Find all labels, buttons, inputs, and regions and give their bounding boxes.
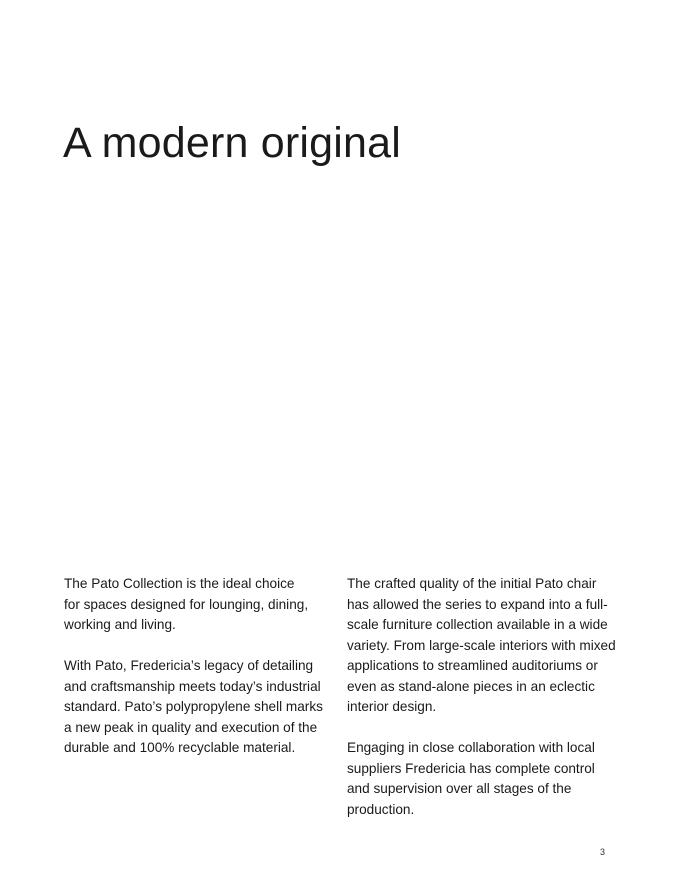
text-line: interior design.	[347, 699, 437, 714]
text-line: and supervision over all stages of the	[347, 781, 572, 796]
right-paragraph-2	[347, 738, 622, 820]
text-line: applications to streamlined auditoriums or	[347, 658, 598, 673]
right-paragraph-1	[347, 574, 622, 718]
text-line: scale furniture collection available in a wide	[347, 617, 608, 632]
text-line: suppliers Fredericia has complete control	[347, 760, 595, 776]
text-line: standard. Pato’s polypropylene shell marks	[64, 699, 323, 714]
text-line: a new peak in quality and execution of the	[64, 719, 318, 735]
text-line: has allowed the series to expand into a full-	[347, 596, 608, 612]
text-line: Engaging in close collaboration with local	[347, 740, 595, 755]
text-line: The crafted quality of the initial Pato chair	[347, 576, 597, 591]
text-line: The Pato Collection is the ideal choice	[64, 576, 295, 591]
text-line: durable and 100% recyclable material.	[64, 740, 296, 755]
text-line: variety. From large-scale interiors with mixed	[347, 637, 616, 653]
left-paragraph-2	[64, 656, 329, 759]
page-title: A modern original	[63, 119, 402, 167]
text-line: With Pato, Fredericia’s legacy of detailing	[64, 658, 314, 673]
left-text-column	[64, 574, 329, 759]
page-number: 3	[600, 847, 606, 857]
text-line: even as stand-alone pieces in an eclectic	[347, 678, 595, 694]
text-line: production.	[347, 801, 415, 817]
right-text-column	[347, 574, 622, 820]
text-line: for spaces designed for lounging, dining,	[64, 596, 309, 612]
text-line: working and living.	[64, 617, 176, 632]
text-line: and craftsmanship meets today’s industrial	[64, 678, 321, 694]
left-paragraph-1	[64, 574, 329, 636]
